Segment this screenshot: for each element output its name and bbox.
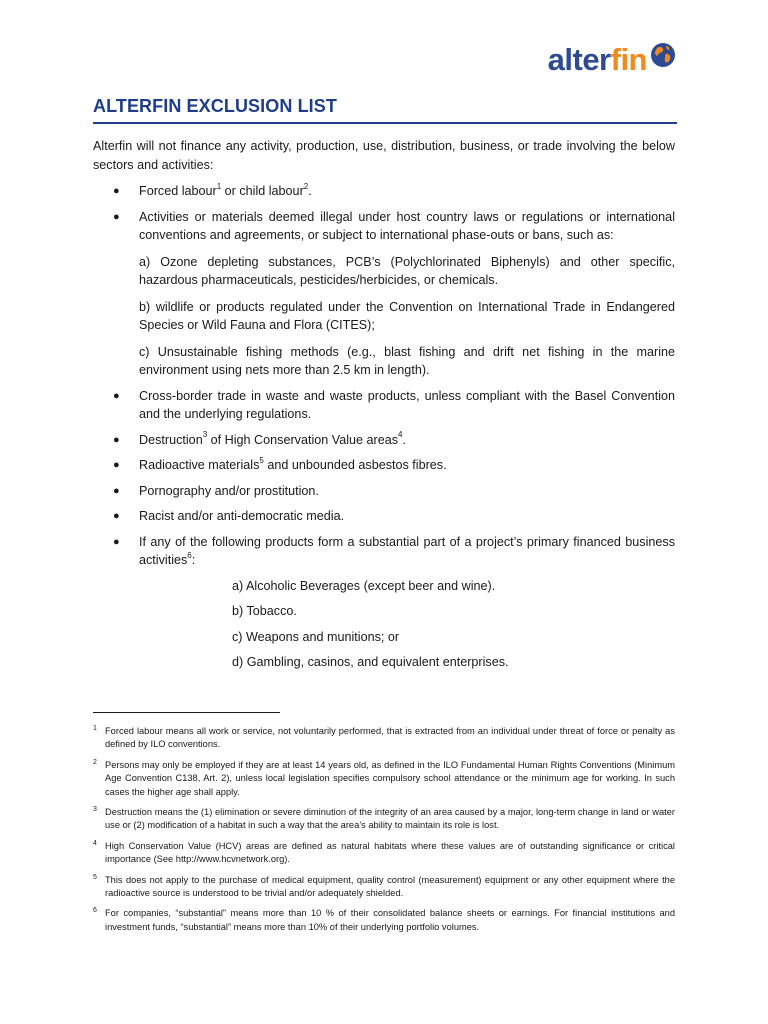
footnote-text: Persons may only be employed if they are at least 14 years old, as defined in the ILO Fundamental Human Rights Conventions (Minimum Age Convention C138, Art. 2), unless local legislation specifies compulsory school attendance or the minimum age for working. In such cases the higher age shall apply.: [105, 759, 675, 797]
bullet-icon: ●: [113, 484, 120, 497]
footnote-number: 6: [93, 907, 97, 915]
list-item-forced-labour: ● Forced labour$^1$ or child labour$^2$.: [93, 182, 675, 201]
product-item: b) Tobacco.: [232, 604, 297, 618]
bullet-icon: ●: [113, 459, 120, 471]
footnote-text: For companies, “substantial” means more than 10 % of their consolidated balance sheets or earnings. For financial institutions and investment funds, “substantial” means more than 10% of their underlying portfolio volumes.: [105, 908, 675, 932]
footnote-text: This does not apply to the purchase of medical equipment, quality control (measurement) equipment or any other equipment where the radioactive source is understood to be trivial and/or adequately shielded.: [105, 874, 675, 899]
bullet-icon: ●: [113, 510, 120, 522]
list-item-pornography: ● Pornography and/or prostitution.: [93, 482, 675, 501]
list-item-substantial-products: ● If any of the following products form a substantial part of a project’s primary financed business activities$^6$: a) Alcoholic Beverages (except beer and wine). b) Tobacco. c) Weapons and munitions; or d) Gambling, casinos, and equivalent enterprises.: [93, 533, 675, 672]
footnotes: [93, 725, 675, 941]
list-item-waste-trade: ● Cross-border trade in waste and waste products, unless compliant with the Basel Convention and the underlying regulations.: [113, 388, 675, 421]
product-item: a) Alcoholic Beverages (except beer and wine).: [232, 578, 496, 593]
footnote-divider: [93, 712, 280, 713]
footnote-ref: 1: [216, 181, 222, 191]
footnote: [93, 806, 675, 833]
globe-icon: [650, 42, 676, 68]
list-item-hcv-destruction: ● Destruction$^3$ of High Conservation Value areas$^4$.: [93, 431, 675, 450]
footnote-number: 5: [93, 873, 97, 881]
footnote-ref: 6: [187, 550, 192, 560]
footnote: [93, 874, 675, 901]
product-item: c) Weapons and munitions; or: [232, 629, 400, 644]
list-item-racist-media: ● Racist and/or anti-democratic media.: [93, 507, 675, 526]
footnote-ref: 3: [202, 430, 208, 440]
footnote-number: 3: [93, 806, 97, 814]
alterfin-logo: [548, 40, 676, 80]
footnote-ref: 2: [303, 181, 309, 191]
sub-item-ozone: a) Ozone depleting substances, PCB’s (Polychlorinated Biphenyls) and other specific, hazardous pharmaceuticals, pesticides/herbicides, or chemicals.: [139, 254, 675, 287]
logo-text-alter: alter: [547, 42, 611, 77]
list-item-radioactive: ● Radioactive materials$^5$ and unbounded asbestos fibres.: [93, 456, 675, 475]
product-sublist: [139, 577, 675, 672]
footnote-number: 2: [93, 758, 97, 766]
bullet-icon: ●: [113, 535, 120, 548]
bullet-icon: ●: [113, 210, 120, 223]
logo-text-fin: fin: [610, 42, 647, 77]
bullet-icon: ●: [113, 389, 120, 402]
footnote-ref: 5: [259, 455, 264, 465]
product-item: d) Gambling, casinos, and equivalent enterprises.: [232, 655, 509, 669]
footnote: [93, 759, 675, 799]
bullet-icon: ●: [113, 433, 120, 446]
page-title: ALTERFIN EXCLUSION LIST: [93, 96, 677, 124]
document-body: [93, 137, 675, 679]
footnote-number: 4: [93, 839, 97, 847]
footnote: [93, 907, 675, 934]
footnote-text: Forced labour means all work or service, not voluntarily performed, that is extracted from an individual under threat of force or penalty as defined by ILO conventions.: [105, 726, 675, 750]
footnote-ref: 4: [398, 430, 403, 440]
footnote: [93, 840, 675, 867]
sub-item-cites: b) wildlife or products regulated under the Convention on International Trade in Endangered Species or Wild Fauna and Flora (CITES);: [139, 299, 675, 332]
intro-paragraph: Alterfin will not finance any activity, production, use, distribution, business, or trade involving the below sectors and activities:: [93, 139, 675, 172]
footnote-number: 1: [93, 725, 97, 732]
sub-item-fishing: c) Unsustainable fishing methods (e.g., blast fishing and drift net fishing in the marine environment using nets more than 2.5 km in length).: [139, 344, 675, 377]
footnote: [93, 725, 675, 752]
footnote-text: Destruction means the (1) elimination or severe diminution of the integrity of an area caused by a major, long-term change in land or water use or (2) modification of a habitat in such a way that the area’s ability to maintain its role is lost.: [105, 807, 675, 831]
bullet-icon: ●: [113, 185, 120, 197]
footnote-text: High Conservation Value (HCV) areas are defined as natural habitats where these values are of outstanding significance or critical importance (See http://www.hcvnetwork.org).: [105, 840, 675, 865]
list-item-illegal-activities: [93, 208, 675, 380]
exclusion-list: [93, 182, 675, 672]
list-item-text: Activities or materials deemed illegal under host country laws or regulations or international conventions and agreements, or subject to international phase-outs or bans, such as:: [139, 209, 675, 242]
